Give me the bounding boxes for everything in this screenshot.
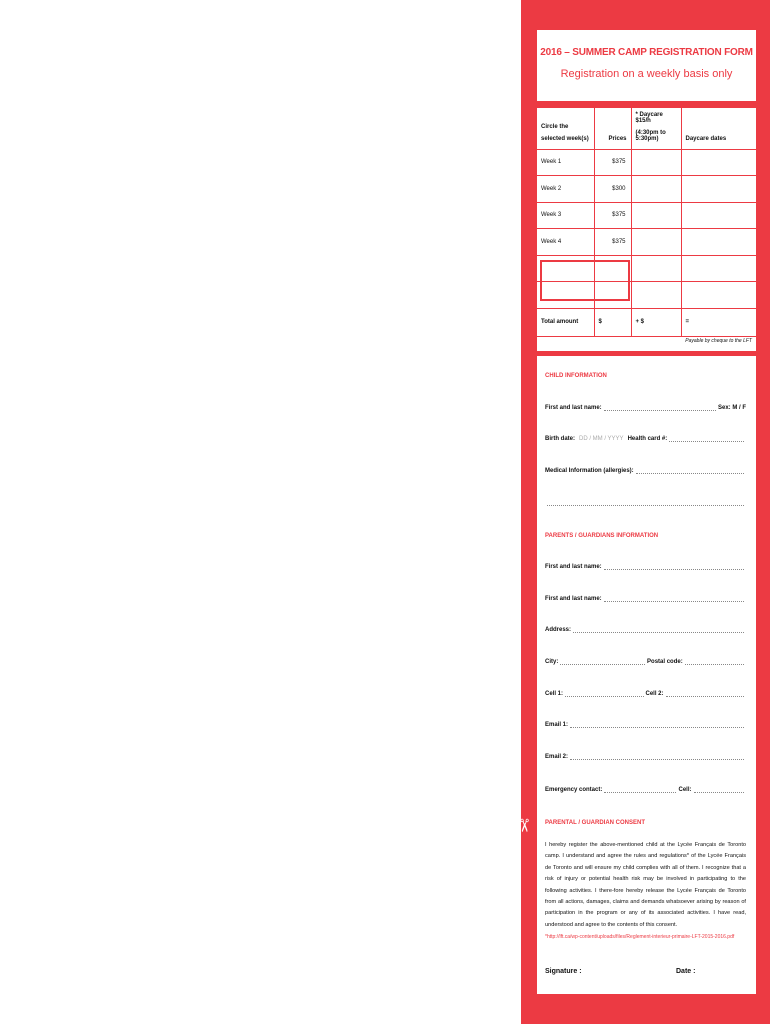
consent-section-title: PARENTAL / GUARDIAN CONSENT	[545, 820, 646, 826]
total-price[interactable]: $	[594, 308, 631, 336]
emergency-cell-field[interactable]	[694, 787, 745, 793]
email1-field[interactable]	[570, 722, 744, 728]
health-card-field[interactable]	[669, 436, 744, 442]
email2-row	[545, 754, 746, 760]
total-daycare[interactable]: + $	[631, 308, 681, 336]
daycare-cell[interactable]	[631, 176, 681, 203]
highlight-box	[540, 260, 630, 301]
header-daycare-dates: Daycare dates	[681, 108, 756, 149]
medical-row-2	[545, 500, 746, 506]
daycare-cell[interactable]	[631, 202, 681, 229]
table-row	[537, 149, 756, 176]
address-field[interactable]	[573, 627, 744, 633]
header-daycare: * Daycare $15/h (4:30pm to 5:30pm)	[631, 108, 681, 149]
emergency-cell-label: Cell:	[678, 787, 692, 793]
parent1-name-field[interactable]	[604, 564, 744, 570]
parent2-name-label: First and last name:	[545, 596, 602, 602]
email2-label: Email 2:	[545, 754, 569, 760]
parent1-name-row	[545, 564, 746, 570]
signature-row	[545, 968, 746, 975]
registration-table	[537, 108, 756, 337]
medical-row	[545, 468, 746, 474]
week-cell[interactable]: Week 3	[537, 202, 594, 229]
price-cell: $375	[594, 149, 631, 176]
week-cell[interactable]: Week 2	[537, 176, 594, 203]
cell2-field[interactable]	[666, 691, 744, 697]
parents-section-title: PARENTS / GUARDIANS INFORMATION	[545, 533, 659, 539]
email1-label: Email 1:	[545, 722, 569, 728]
medical-field-2[interactable]	[547, 500, 744, 506]
birth-date-label: Birth date:	[545, 436, 575, 442]
payable-note: Payable by cheque to the LFT	[685, 338, 752, 344]
child-section-title: CHILD INFORMATION	[545, 373, 607, 379]
address-label: Address:	[545, 627, 572, 633]
daycare-cell[interactable]	[631, 229, 681, 256]
price-cell: $300	[594, 176, 631, 203]
registration-table-panel	[537, 108, 756, 351]
daycare-cell[interactable]	[631, 282, 681, 309]
header-weeks: Circle the selected week(s)	[537, 108, 594, 149]
date-label: Date :	[676, 968, 696, 975]
sex-label[interactable]: Sex: M / F	[717, 405, 746, 411]
health-card-label: Health card #:	[627, 436, 668, 442]
header-prices: Prices	[594, 108, 631, 149]
total-label: Total amount	[537, 308, 594, 336]
daycare-dates-cell[interactable]	[681, 176, 756, 203]
email2-field[interactable]	[570, 754, 744, 760]
price-cell: $375	[594, 229, 631, 256]
table-header-row	[537, 108, 756, 149]
cell2-label: Cell 2:	[645, 691, 664, 697]
daycare-dates-cell[interactable]	[681, 255, 756, 282]
parent1-name-label: First and last name:	[545, 564, 602, 570]
cell1-field[interactable]	[565, 691, 643, 697]
city-row	[545, 659, 746, 665]
daycare-cell[interactable]	[631, 149, 681, 176]
week-cell[interactable]: Week 4	[537, 229, 594, 256]
child-name-label: First and last name:	[545, 405, 602, 411]
regulations-link[interactable]: *http://lft.ca/wp-content/uploads/files/Reglement-interieur-primaire-LFT-2015-2016.pdf	[545, 934, 735, 940]
title-panel	[537, 30, 756, 101]
cell1-label: Cell 1:	[545, 691, 564, 697]
cell-row	[545, 691, 746, 697]
price-cell: $375	[594, 202, 631, 229]
form-subtitle: Registration on a weekly basis only	[560, 68, 733, 80]
child-name-field[interactable]	[604, 405, 716, 411]
daycare-dates-cell[interactable]	[681, 229, 756, 256]
daycare-cell[interactable]	[631, 255, 681, 282]
medical-field[interactable]	[636, 468, 744, 474]
daycare-dates-cell[interactable]	[681, 202, 756, 229]
table-row	[537, 229, 756, 256]
child-name-row	[545, 405, 746, 411]
table-row	[537, 202, 756, 229]
consent-text: I hereby register the above-mentioned child at the Lycée Français de Toronto camp. I understand and agree the rules and regulations* of the Lycée Français de Toronto and will ensure my child complies with all of them. I recognize that a risk of injury or potential health risk may be involved in participating to the following activities. I there-fore hereby release the Lycée Français de Toronto from all actions, damages, claims and demands whatsoever arising by reason of participation in the program or any of its associated activities. I have read, understood and agree to the contents of this consent.	[545, 842, 746, 928]
scissors-icon: ✂	[513, 817, 535, 834]
emergency-row	[545, 787, 746, 793]
postal-code-label: Postal code:	[647, 659, 683, 665]
total-sum[interactable]: =	[681, 308, 756, 336]
address-row	[545, 627, 746, 633]
emergency-field[interactable]	[604, 787, 676, 793]
daycare-dates-cell[interactable]	[681, 282, 756, 309]
emergency-label: Emergency contact:	[545, 787, 603, 793]
postal-code-field[interactable]	[685, 659, 744, 665]
signature-label: Signature :	[545, 968, 582, 975]
form-title: 2016 – SUMMER CAMP REGISTRATION FORM	[540, 47, 753, 58]
week-cell[interactable]: Week 1	[537, 149, 594, 176]
parent2-name-field[interactable]	[604, 596, 744, 602]
parent2-name-row	[545, 596, 746, 602]
daycare-dates-cell[interactable]	[681, 149, 756, 176]
city-field[interactable]	[560, 659, 645, 665]
birth-row	[545, 436, 746, 442]
medical-label: Medical Information (allergies):	[545, 468, 634, 474]
birth-date-field[interactable]: DD / MM / YYYY	[579, 436, 624, 442]
email1-row	[545, 722, 746, 728]
city-label: City:	[545, 659, 559, 665]
information-panel	[537, 356, 756, 994]
table-row	[537, 176, 756, 203]
total-row	[537, 308, 756, 336]
